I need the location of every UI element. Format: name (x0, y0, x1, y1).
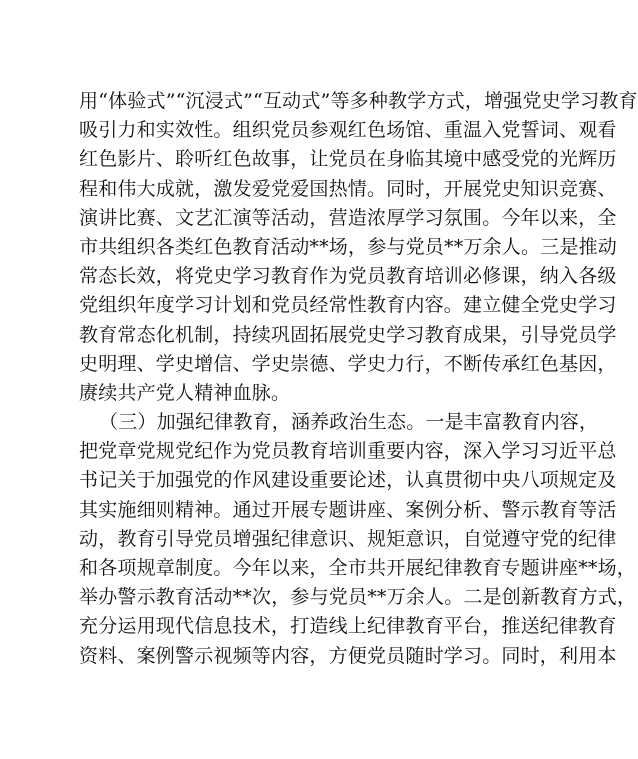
text-line: 教育常态化机制，持续巩固拓展党史学习教育成果，引导党员学 (79, 323, 617, 346)
text-line: 动，教育引导党员增强纪律意识、规矩意识，自觉遵守党的纪律 (79, 527, 617, 550)
text-line: 资料、案例警示视频等内容，方便党员随时学习。同时，利用本 (79, 644, 617, 667)
text-line: 和各项规章制度。今年以来，全市共开展纪律教育专题讲座**场， (79, 557, 637, 579)
text-line: 充分运用现代信息技术，打造线上纪律教育平台，推送纪律教育 (79, 615, 617, 638)
section-heading-line: （三）加强纪律教育，涵养政治生态。一是丰富教育内容， (99, 411, 599, 434)
text-line: 红色影片、聆听红色故事，让党员在身临其境中感受党的光辉历 (79, 148, 617, 171)
text-line: 党组织年度学习计划和党员经常性教育内容。建立健全党史学习 (79, 294, 617, 317)
text-line: 演讲比赛、文艺汇演等活动，营造浓厚学习氛围。今年以来，全 (79, 206, 617, 229)
text-line: 史明理、学史增信、学史崇德、学史力行，不断传承红色基因， (79, 352, 617, 375)
text-line: 其实施细则精神。通过开展专题讲座、案例分析、警示教育等活 (79, 498, 617, 521)
text-line: 用“体验式”“沉浸式”“互动式”等多种教学方式，增强党史学习教育 (79, 90, 638, 112)
text-line: 常态长效，将党史学习教育作为党员教育培训必修课，纳入各级 (79, 265, 617, 288)
text-line: 市共组织各类红色教育活动**场，参与党员**万余人。三是推动 (79, 235, 618, 258)
text-line: 书记关于加强党的作风建设重要论述，认真贯彻中央八项规定及 (79, 469, 617, 492)
text-line: 程和伟大成就，激发爱党爱国热情。同时，开展党史知识竞赛、 (79, 177, 617, 200)
text-line: 吸引力和实效性。组织党员参观红色场馆、重温入党誓词、观看 (79, 119, 617, 142)
text-line: 赓续共产党人精神血脉。 (79, 381, 291, 404)
text-line: 举办警示教育活动**次，参与党员**万余人。二是创新教育方式， (79, 586, 637, 609)
body-text (79, 87, 638, 671)
text-line: 把党章党规党纪作为党员教育培训重要内容，深入学习习近平总 (79, 440, 617, 463)
